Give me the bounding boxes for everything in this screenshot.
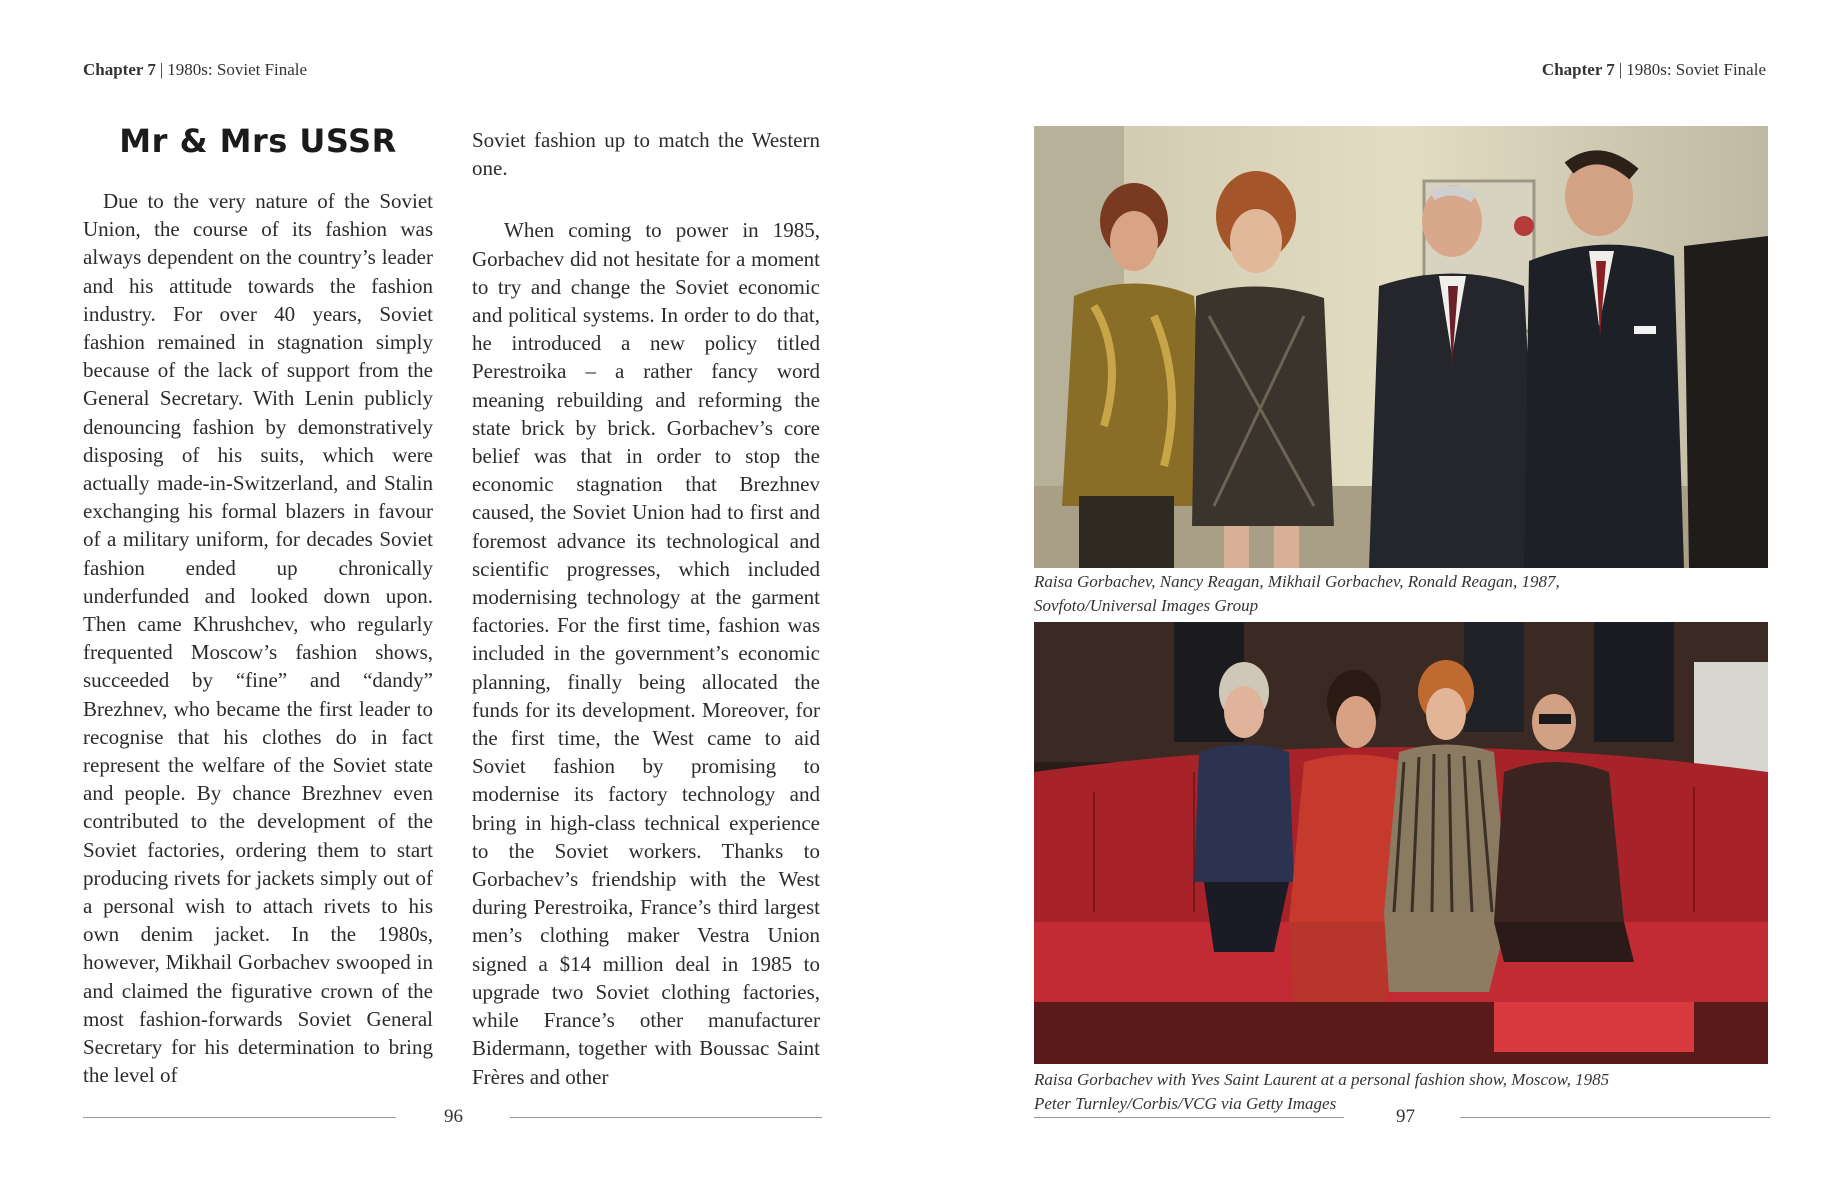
running-head-separator: | bbox=[159, 60, 164, 79]
paragraph-2: When coming to power in 1985, Gorbachev did not hesitate for a moment to try and change the Soviet economic and political systems. In order to do that, he introduced a new policy titled Perestroika – a rather fancy word meaning rebuilding and reforming the state brick by brick. Gorbachev’s core belief was that in order to stop the economic stagnation that Brezhnev caused, the Soviet Union had to first and foremost advance its technological and scientific progresses, which included modernising technology at the garment factories. For the first time, fashion was included in the government’s economic planning, finally being allocated the funds for its development. Moreover, for the first time, the West came to aid Soviet fashion by promising to modernise its factory technology and bring in high-class technical experience to the Soviet workers. Thanks to Gorbachev’s friendship with the West during Perestroika, France’s third largest men’s clothing maker Vestra Union signed a $14 million deal in 1985 to upgrade two Soviet clothing factories, while France’s other manufacturer Bidermann, together with Boussac Saint Frères and other bbox=[472, 218, 820, 1089]
paragraph-1: Due to the very nature of the Soviet Union, the course of its fashion was always dependent on the country’s leader and his attitude towards the fashion industry. For over 40 years, Soviet fashion remained in stagnation simply because of the lack of support from the General Secretary. With Lenin publicly denouncing fashion by demonstratively disposing of his suits, which were actually made-in-Switzerland, and Stalin exchanging his formal blazers in favour of a military uniform, for decades Soviet fashion ended up chronically underfunded and looked down upon. Then came Khrushchev, who regularly frequented Moscow’s fashion shows, succeeded by “fine” and “dandy” Brezhnev, who became the first leader to recognise that his clothes do in fact represent the welfare of the Soviet state and people. By chance Brezhnev even contributed to the development of the Soviet factories, ordering them to start producing rivets for jackets simply out of a personal wish to attach rivets to his own denim jacket. In the 1980s, however, Mikhail Gorbachev swooped in and claimed the figurative crown of the most fashion-forwards Soviet General Secretary for his determination to bring the level of bbox=[83, 189, 433, 1088]
text-column-1 bbox=[83, 187, 433, 1090]
footer-rule-left-b bbox=[510, 1117, 822, 1118]
page-number-right: 97 bbox=[1396, 1106, 1415, 1127]
text-column-2 bbox=[472, 126, 820, 1091]
caption-2-credit: Peter Turnley/Corbis/VCG via Getty Images bbox=[1034, 1094, 1337, 1113]
running-head-separator: | bbox=[1618, 60, 1623, 79]
section-label: 1980s: Soviet Finale bbox=[1626, 60, 1766, 79]
article-title: Mr & Mrs USSR bbox=[119, 122, 397, 160]
photo-caption-1 bbox=[1034, 570, 1768, 618]
section-label: 1980s: Soviet Finale bbox=[167, 60, 308, 79]
footer-rule-right-a bbox=[1034, 1117, 1344, 1118]
chapter-label: Chapter 7 bbox=[1541, 60, 1615, 79]
paragraph-1-continued: Soviet fashion up to match the Western one. bbox=[472, 128, 820, 181]
chapter-label: Chapter 7 bbox=[83, 60, 156, 79]
caption-1-line-1: Raisa Gorbachev, Nancy Reagan, Mikhail Gorbachev, Ronald Reagan, 1987, bbox=[1034, 572, 1560, 591]
photo-gorbachevs-reagans bbox=[1034, 126, 1768, 568]
footer-rule-left-a bbox=[83, 1117, 396, 1118]
running-head-right bbox=[1542, 60, 1766, 80]
page-number-left: 96 bbox=[444, 1106, 463, 1127]
caption-1-credit: Sovfoto/Universal Images Group bbox=[1034, 596, 1259, 615]
running-head-left bbox=[83, 60, 307, 80]
caption-2-line-1: Raisa Gorbachev with Yves Saint Laurent at a personal fashion show, Moscow, 1985 bbox=[1034, 1070, 1610, 1089]
photo-fashion-show-audience bbox=[1034, 622, 1768, 1064]
footer-rule-right-b bbox=[1460, 1117, 1770, 1118]
